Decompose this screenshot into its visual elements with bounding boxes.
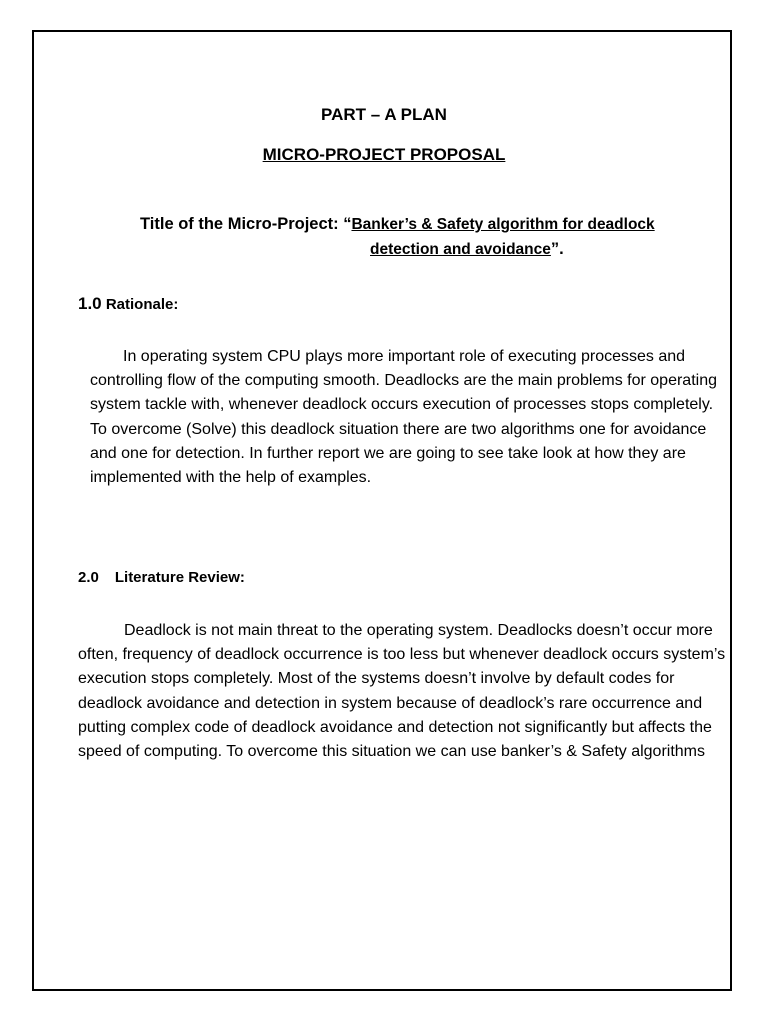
literature-number: 2.0	[78, 569, 99, 586]
project-title-text: Banker’s & Safety algorithm for deadlock	[351, 216, 655, 233]
project-title-line-1	[140, 215, 655, 234]
project-title-label: Title of the Micro-Project: “	[140, 215, 352, 233]
project-title-closing: ”.	[550, 240, 564, 258]
project-title-text-continued: detection and avoidance	[370, 241, 551, 258]
proposal-heading-text: MICRO-PROJECT PROPOSAL	[262, 145, 506, 164]
rationale-heading-text: Rationale:	[105, 296, 179, 313]
literature-heading-text: Literature Review:	[114, 569, 245, 586]
rationale-heading	[78, 294, 178, 314]
rationale-paragraph: In operating system CPU plays more important role of executing processes and controlling flow of the computing smooth. Deadlocks are the main problems for operating system tackle with, whenever deadlock occurs execution of processes stops completely. To overcome (Solve) this deadlock situation there are two algorithms one for avoidance and one for detection. In further report we are going to see take look at how they are implemented with the help of examples.	[90, 348, 717, 487]
part-heading: PART – A PLAN	[321, 105, 447, 124]
literature-paragraph: Deadlock is not main threat to the operating system. Deadlocks doesn’t occur more often, frequency of deadlock occurrence is too less but whenever deadlock occurs system’s execution stops completely. Most of the systems doesn’t involve by default codes for deadlock avoidance and detection in system because of deadlock’s rare occurrence and putting complex code of deadlock avoidance and detection not significantly but affects the speed of computing. To overcome this situation we can use banker’s & Safety algorithms	[78, 622, 726, 761]
page-border	[32, 30, 732, 991]
rationale-number: 1.0	[78, 294, 102, 313]
proposal-heading	[0, 145, 768, 165]
literature-heading	[78, 569, 245, 586]
project-title-line-2	[370, 240, 564, 259]
